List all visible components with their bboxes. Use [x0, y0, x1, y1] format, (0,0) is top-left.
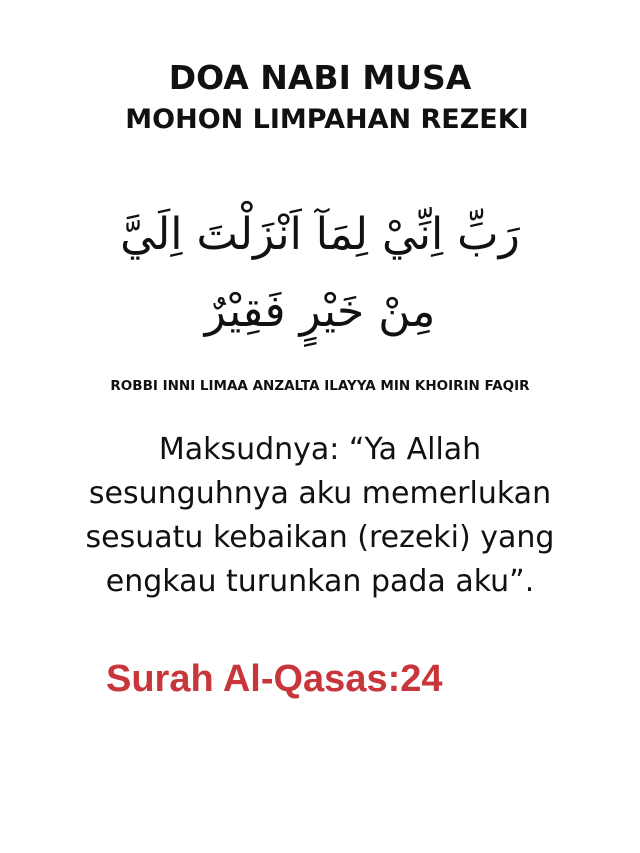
page-title-line1: DOA NABI MUSA: [168, 58, 472, 97]
arabic-prayer-line1: رَبِّ اِنِّيْ لِمَآ اَنْزَلْتَ اِلَيَّ: [120, 209, 520, 260]
meaning-line4: engkau turunkan pada aku”.: [105, 564, 535, 599]
arabic-prayer-line2: مِنْ خَيْرٍ فَقِيْرٌ: [204, 286, 436, 337]
transliteration-text: ROBBI INNI LIMAA ANZALTA ILAYYA MIN KHOIRIN FAQIR: [110, 378, 530, 394]
meaning-line1: Maksudnya: “Ya Allah: [158, 432, 482, 467]
meaning-text: [0, 428, 640, 604]
page-title-line2: MOHON LIMPAHAN REZEKI: [125, 104, 529, 135]
meaning-line3: sesuatu kebaikan (rezeki) yang: [85, 520, 555, 555]
surah-reference: Surah Al-Qasas:24: [106, 658, 443, 700]
meaning-line2: sesunguhnya aku memerlukan: [88, 476, 552, 511]
